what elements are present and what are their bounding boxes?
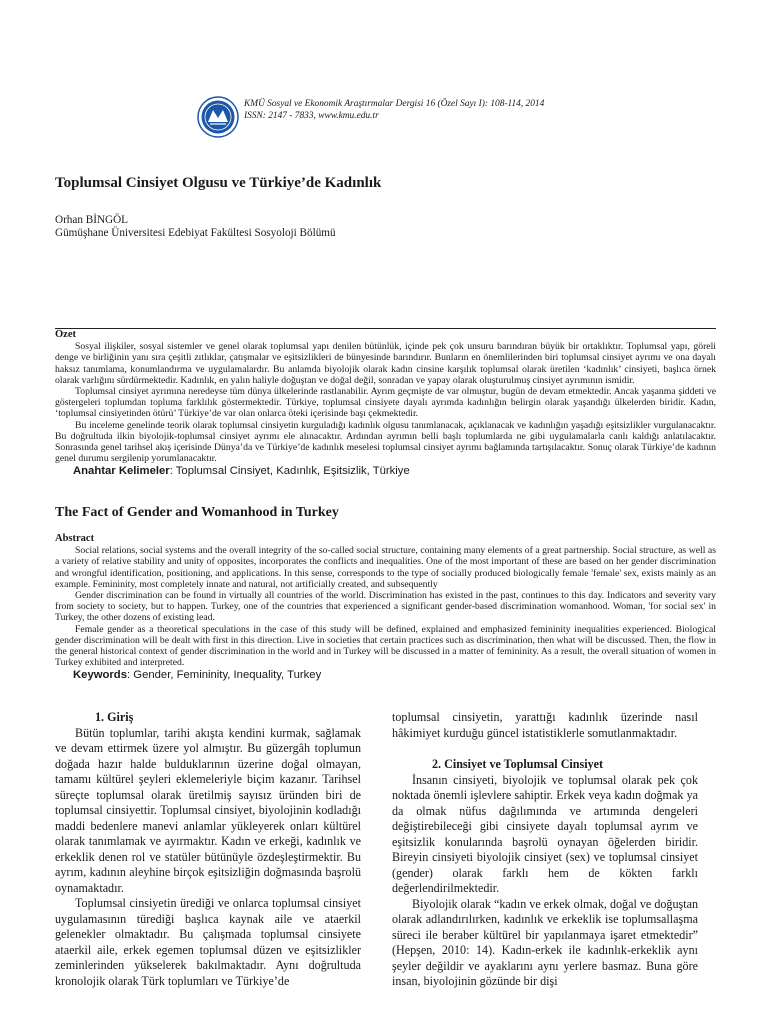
body-paragraph: Biyolojik olarak “kadın ve erkek olmak, doğal ve doğuştan olarak adlandırılırken, kadınlık ve erkeklik ise toplumsallaşma süreci ile beraber kültürel bir yapılanmaya işaret etmektedir” (Hepşen, 2010: 14). Kadın-erkek ile kadınlık-erkeklik aynı şeyler değildir ve ayaklarını aynı yerlere basmaz. Buna göre insan, biyolojinin gözünde bir dişi (392, 896, 698, 988)
paper-title: Toplumsal Cinsiyet Olgusu ve Türkiye’de Kadınlık (55, 175, 382, 191)
body-column-right (392, 710, 698, 990)
body-paragraph: İnsanın cinsiyeti, biyolojik ve toplumsal olarak pek çok noktada önemli işlevlere sahiptir. Erkek veya kadın doğmak ya da olmak nüfus dağılımında ve artımında dengeleri değiştirebileceği gibi cinsiyete dayalı toplumsal ayrım ve eşitsizlik konularında başrolü oynayan öğelerden biridir. Bireyin cinsiyeti biyolojik cinsiyet (sex) ve toplumsal cinsiyet (gender) olarak farklı hem de kökten farklı değerlendirilmektedir. (392, 772, 698, 895)
abstract-keywords-label: Keywords (73, 669, 127, 682)
body-column-left (55, 710, 361, 989)
ozet-heading: Özet (55, 329, 76, 340)
ozet-paragraph: Toplumsal cinsiyet ayrımına neredeyse tüm dünya ülkelerinde rastlanabilir. Ayrım geçmişte de var olmuştur, bugün de devam etmektedir. Ancak yaşanma şiddeti ve göstergeleri toplumdan topluma farklılık göstermektedir. Türkiye, toplumsal cinsiyete dayalı ayrımda kadınlığın belirgin olarak yaşandığı ülkelerden biridir. Kadın, ‘toplumsal cinsiyetinden ötürü’ Türkiye’de var olan onlarca öteki içerisinde başı çekmektedir. (55, 386, 716, 420)
body-paragraph: Bütün toplumlar, tarihi akışta kendini kurmak, sağlamak ve devam ettirmek üzere yol almıştır. Bu güzergâh toplumun doğada hazır halde bulduklarının üzerine doğal olmayan, tamamı kültürel şeyleri eklemeleriyle biçim kazanır. Tarihsel süreçte toplumsal olarak üretilmiş sayısız üründen biri de toplumsal cinsiyettir. Toplumsal cinsiyet, biyolojinin kodladığı maddi bedenlere manevi anlamlar yükleyerek onları kültürel olarak tanımlamak ve ayırmaktır. Kadın ve erkeği, kadınlık ve erkeklik denen rol ve statüler bütünüyle özdeşleştirmektir. Bu ayrım, kadının aleyhine birçok eşitsizliğin doğmasında başrolü oynamaktadır. (55, 725, 361, 895)
journal-line-2: ISSN: 2147 - 7833, www.kmu.edu.tr (244, 110, 379, 121)
english-title: The Fact of Gender and Womanhood in Turkey (55, 505, 339, 520)
author-block (55, 214, 336, 240)
section-1-title: 1. Giriş (95, 710, 134, 724)
body-paragraph: toplumsal cinsiyetin, yarattığı kadınlık üzerinde nasıl hâkimiyet kurduğu güncel istatistiklerle somutlanmaktadır. (392, 710, 698, 740)
author-affiliation: Gümüşhane Üniversitesi Edebiyat Fakültesi Sosyoloji Bölümü (55, 227, 336, 239)
body-paragraph: Toplumsal cinsiyetin ürediği ve onlarca toplumsal cinsiyet uygulamasının türediği başlıca kaynak aile ve ataerkil gelenekler olmaktadır. Bu çalışmada toplumsal cinsiyete ataerkil aile, erkek egemen toplumsal düzen ve eşitsizlikler zeminlerinden yükselerek bakılmaktadır. Aynı doğrultuda kronolojik olarak Türk toplumları ve Türkiye’de (55, 896, 361, 988)
abstract-paragraph: Social relations, social systems and the overall integrity of the so-called social structure, containing many elements of a great partnership. Social structure, as well as a variety of relative stability and unity of opposites, incorporates the conflicts and inequalities. One of the most important of these are based on her gender discrimination and wrongful identification, positioning, and applications. In this sense, corresponds to the type of socially produced biologically female 'female' sex, exists mainly as an example. Femininity, most completely innate and natural, not artificially created, and subsequently (55, 545, 716, 590)
english-abstract (55, 533, 716, 682)
abstract-keywords (73, 669, 716, 682)
section-2-title: 2. Cinsiyet ve Toplumsal Cinsiyet (432, 757, 604, 771)
abstract-paragraph: Female gender as a theoretical speculations in the case of this study will be defined, explained and emphasized femininity inequalities experienced. Biological gender discrimination will be dealt with first in this direction. Live in societies that certain practices such as discrimination, then what will be discussed. Then, the flow in the general historical context of gender discrimination in the world and in Turkey will be discussed in a matter of femininity. As a result, the overall situation of women in Turkey exhibited and interpreted. (55, 623, 716, 669)
turkish-abstract (55, 329, 716, 478)
ozet-paragraph: Bu inceleme genelinde teorik olarak toplumsal cinsiyetin kurguladığı kadınlık olgusu tanımlanacak, açıklanacak ve kadınlığın yaşadığı eşitsizlikler vurgulanacaktır. Bu doğrultuda ilkin biyolojik-toplumsal cinsiyet ayrımı ele alınacaktır. Ardından ayrımın belli başlı toplumlarda ne gibi uygulamalarla canlı kaldığı anlatılacaktır. Sonrasında genel tarihsel akış içerisinde Dünya’da ve Türkiye’de kadınlık meselesi toplumsal cinsiyet ayrımı bağlamında tartışılacaktır. Sonuç olarak Türkiye’de kadının genel durumu sergilenip yorumlanacaktır. (55, 419, 716, 465)
ozet-keywords-list: : Toplumsal Cinsiyet, Kadınlık, Eşitsizlik, Türkiye (169, 465, 410, 478)
abstract-paragraph: Gender discrimination can be found in virtually all countries of the world. Discrimination has existed in the past, continues to this day. Indicators and severity vary from society to society, but to happen. Turkey, one of the countries that experienced a significant gender-based discrimination womanhood. Woman, 'for social sex' in Turkey, the other dozens of existing lead. (55, 590, 716, 624)
ozet-keywords-label: Anahtar Kelimeler (73, 465, 170, 478)
journal-header (197, 96, 617, 136)
journal-citation (244, 99, 544, 122)
ozet-paragraph: Sosyal ilişkiler, sosyal sistemler ve genel olarak toplumsal yapı denilen bütünlük, içinde pek çok unsuru barındıran büyük bir ortaklıktır. Toplumsal yapı, göreli denge ve birliğinin yanı sıra çeşitli zıtlıklar, çatışmalar ve eşitsizlikleri de bünyesinde barındırır. Bunların en önemlilerinden biri toplumsal cinsiyet ayrımı ve ona dayalı haksız tanımlama, konumlandırma ve uygulamalardır. Bu anlamda biyolojik olarak kadın cinsine karşılık toplumsal olarak üretilen ‘kadınlık’ cinsiyeti, başlıca örnek olarak varlığını sürdürmektedir. Kadınlık, en yalın haliyle doğuştan ve doğal değil, sonradan ve yapay olarak oluşturulmuş cinsiyet ayrımının ismidir. (55, 341, 716, 386)
ozet-keywords (73, 465, 716, 478)
author-name: Orhan BİNGÖL (55, 214, 129, 226)
journal-line-1: KMÜ Sosyal ve Ekonomik Araştırmalar Dergisi 16 (Özel Sayı I): 108-114, 2014 (244, 99, 545, 109)
abstract-heading: Abstract (55, 533, 95, 544)
university-logo-icon (197, 96, 239, 138)
abstract-keywords-list: : Gender, Femininity, Inequality, Turkey (127, 669, 322, 682)
